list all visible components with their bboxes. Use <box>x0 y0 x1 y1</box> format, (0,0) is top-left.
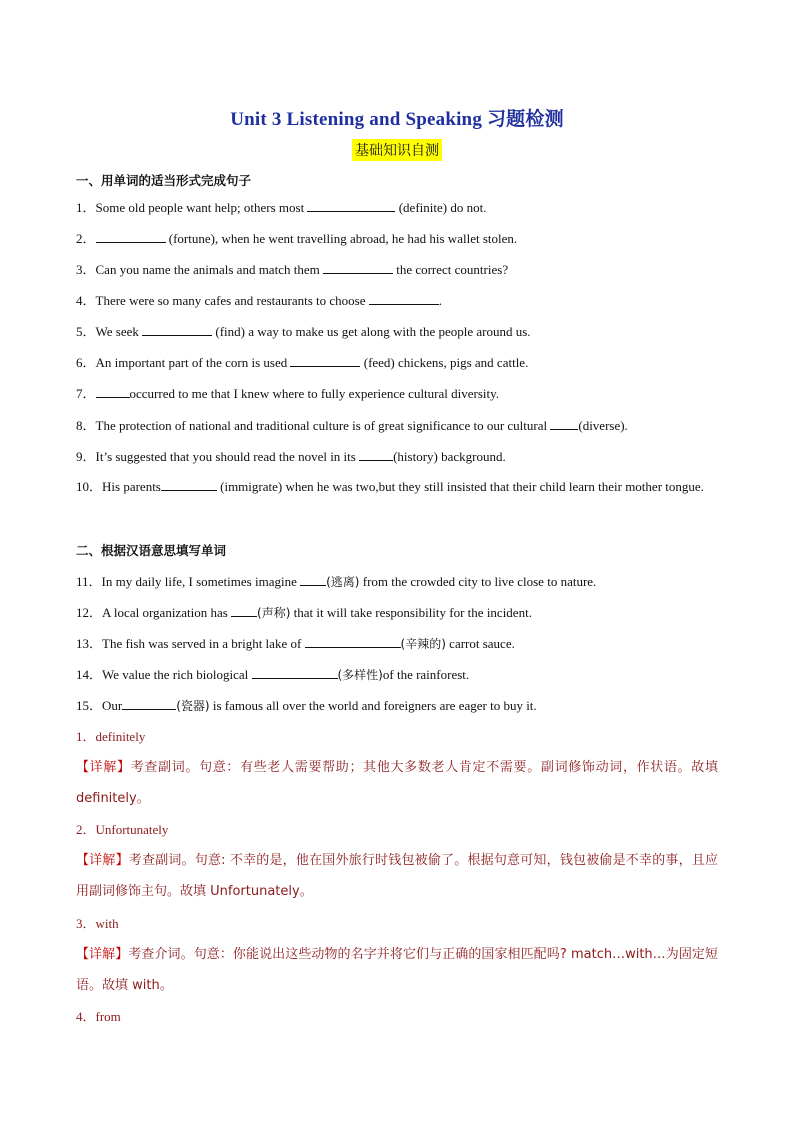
question-text: An important part of the corn is used <box>95 355 291 370</box>
detail-tag: 【详解】 <box>76 760 131 775</box>
question-number: 14． <box>76 667 103 682</box>
subtitle-highlight: 基础知识自测 <box>352 139 442 161</box>
question-3 <box>76 261 718 278</box>
question-number: 10． <box>76 479 103 494</box>
question-text: We value the rich biological <box>102 667 252 682</box>
question-text: from the crowded city to live close to nature. <box>359 574 597 589</box>
answer-blank[interactable] <box>323 261 393 274</box>
question-number: 3． <box>76 262 96 277</box>
question-13 <box>76 635 718 652</box>
explanation-1 <box>76 752 718 814</box>
question-text: (history) background. <box>393 449 506 464</box>
question-2 <box>76 230 718 247</box>
question-text: In my daily life, I sometimes imagine <box>101 574 301 589</box>
chinese-hint: (声称) <box>257 606 291 620</box>
answer-blank[interactable] <box>359 448 393 461</box>
answer-2: 2．Unfortunately <box>76 822 169 837</box>
chinese-hint: (逃离) <box>326 575 360 589</box>
question-text: (feed) chickens, pigs and cattle. <box>360 355 529 370</box>
question-4 <box>76 292 718 309</box>
question-text: It’s suggested that you should read the novel in its <box>95 449 360 464</box>
question-text: of the rainforest. <box>382 667 470 682</box>
question-number: 5． <box>76 324 96 339</box>
explanation-3 <box>76 939 718 1001</box>
question-text: occurred to me that I knew where to fully experience cultural diversity. <box>129 386 500 401</box>
question-text: A local organization has <box>102 605 232 620</box>
question-number: 4． <box>76 293 96 308</box>
answer-blank[interactable] <box>161 478 217 491</box>
explanation-2 <box>76 845 718 907</box>
detail-tag: 【详解】 <box>76 947 129 962</box>
question-text: carrot sauce. <box>445 636 515 651</box>
question-text: The protection of national and traditional culture is of great significance to our cultural <box>95 418 551 433</box>
answer-4: 4．from <box>76 1009 121 1024</box>
question-12 <box>76 604 718 621</box>
answer-blank[interactable] <box>300 573 326 586</box>
answer-blank[interactable] <box>305 635 401 648</box>
question-number: 6． <box>76 355 96 370</box>
question-14 <box>76 666 718 683</box>
question-number: 9． <box>76 449 96 464</box>
question-number: 1． <box>76 200 96 215</box>
chinese-hint: (辛辣的) <box>400 637 446 651</box>
question-text: Our <box>102 698 123 713</box>
answer-blank[interactable] <box>142 323 212 336</box>
chinese-hint: (多样性) <box>337 668 383 682</box>
question-1 <box>76 199 718 216</box>
detail-text: 考查副词。句意：有些老人需要帮助；其他大多数老人肯定不需要。副词修饰动词，作状语。故填 definitely。 <box>76 760 718 806</box>
subtitle-wrap <box>0 139 794 161</box>
answer-blank[interactable] <box>122 697 176 710</box>
question-text: (fortune), when he went travelling abroad, he had his wallet stolen. <box>165 231 518 246</box>
question-5 <box>76 323 718 340</box>
question-number: 2． <box>76 231 96 246</box>
question-number: 11． <box>76 574 102 589</box>
question-9 <box>76 448 718 465</box>
chinese-hint: (瓷器) <box>176 699 210 713</box>
question-number: 15． <box>76 698 103 713</box>
answer-blank[interactable] <box>252 666 338 679</box>
detail-tag: 【详解】 <box>76 853 129 868</box>
question-text: The fish was served in a bright lake of <box>102 636 305 651</box>
question-text: There were so many cafes and restaurants to choose <box>95 293 369 308</box>
question-text: His parents <box>102 479 161 494</box>
answer-3: 3．with <box>76 916 119 931</box>
answer-blank[interactable] <box>96 230 166 243</box>
question-number: 13． <box>76 636 103 651</box>
question-11 <box>76 573 718 590</box>
question-text: We seek <box>95 324 143 339</box>
question-8 <box>76 417 718 434</box>
question-text: that it will take responsibility for the incident. <box>290 605 532 620</box>
question-10 <box>76 471 718 502</box>
question-text: the correct countries? <box>392 262 509 277</box>
question-text: Can you name the animals and match them <box>95 262 323 277</box>
answer-blank[interactable] <box>307 199 395 212</box>
detail-text: 考查副词。句意: 不幸的是，他在国外旅行时钱包被偷了。根据句意可知，钱包被偷是不幸的事，且应用副词修饰主句。故填 Unfortunately。 <box>76 853 718 899</box>
detail-text: 考查介词。句意：你能说出这些动物的名字并将它们与正确的国家相匹配吗? match…with…为固定短语。故填 with。 <box>76 947 718 993</box>
answer-blank[interactable] <box>96 385 130 398</box>
answer-blank[interactable] <box>369 292 439 305</box>
question-number: 12． <box>76 605 103 620</box>
question-7 <box>76 385 718 402</box>
question-text: (immigrate) when he was two,but they still insisted that their child learn their mother tongue. <box>216 479 704 494</box>
answer-blank[interactable] <box>550 417 578 430</box>
question-text: is famous all over the world and foreigners are eager to buy it. <box>209 698 537 713</box>
question-text: Some old people want help; others most <box>95 200 308 215</box>
question-text: (find) a way to make us get along with the people around us. <box>212 324 531 339</box>
question-6 <box>76 354 718 371</box>
answer-blank[interactable] <box>231 604 257 617</box>
section-2-heading: 二、根据汉语意思填写单词 <box>76 543 227 558</box>
question-text: (diverse). <box>578 418 628 433</box>
answer-1: 1．definitely <box>76 729 146 744</box>
question-text: . <box>438 293 443 308</box>
section-1-heading: 一、用单词的适当形式完成句子 <box>76 173 252 188</box>
answer-blank[interactable] <box>290 354 360 367</box>
question-number: 8． <box>76 418 96 433</box>
question-text: (definite) do not. <box>395 200 487 215</box>
page-title: Unit 3 Listening and Speaking 习题检测 <box>230 109 564 130</box>
question-15 <box>76 697 718 714</box>
question-number: 7． <box>76 386 96 401</box>
